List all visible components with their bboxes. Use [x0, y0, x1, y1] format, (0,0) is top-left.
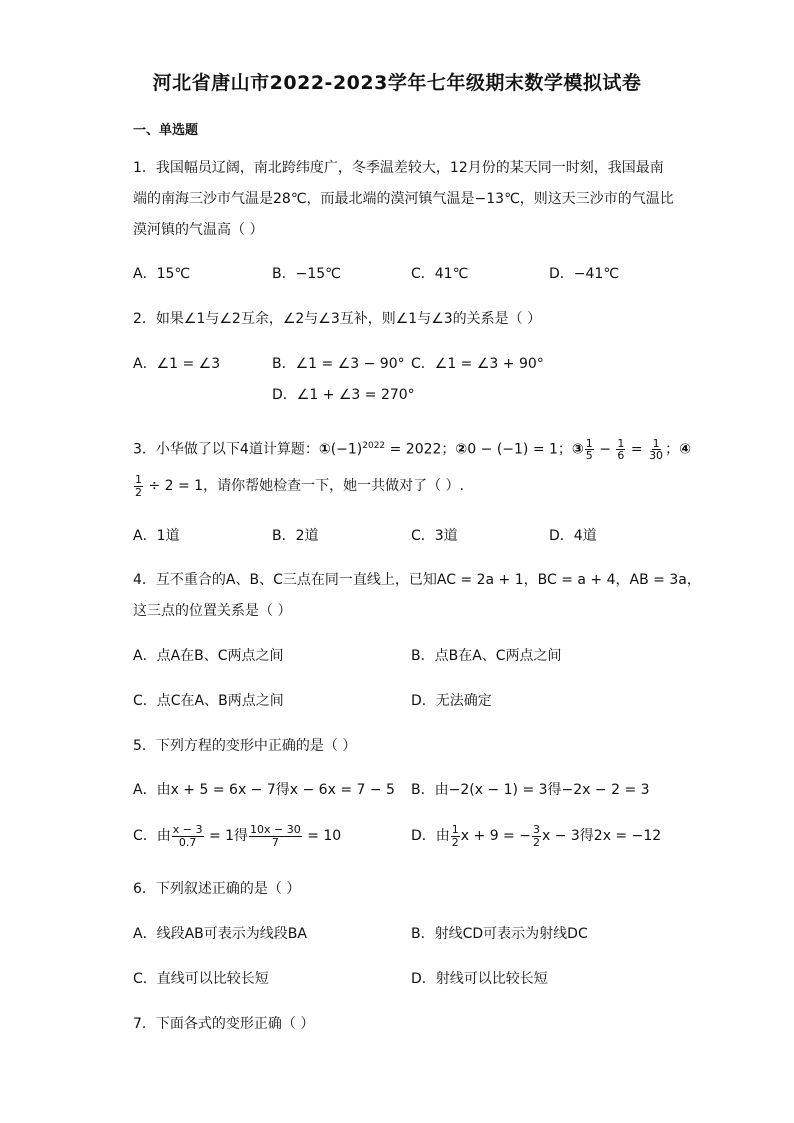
q1-line-2: 端的南海三沙市气温是28℃，而最北端的漠河镇气温是−13℃，则这天三沙市的气温比: [133, 191, 674, 207]
q3-minus: −: [594, 441, 616, 458]
q7-stem: 7．下面各式的变形正确（ ）: [133, 1016, 315, 1032]
q5-option-b: B．由−2(x − 1) = 3得−2x − 2 = 3: [411, 782, 650, 798]
q5-option-c-frac-2-num: 10x − 30: [250, 822, 301, 836]
q3-option-a: A．1道: [133, 528, 180, 544]
q3-line-2: [133, 472, 464, 500]
q3-frac-2: [616, 438, 625, 462]
exam-title: 河北省唐山市2022-2023学年七年级期末数学模拟试卷: [152, 72, 642, 94]
q3-circle-2: ②: [455, 441, 468, 458]
q5-option-d-prefix: D．由: [411, 828, 450, 844]
q5-option-c-frac-2: [249, 824, 302, 848]
q3-frac-1-den: 5: [585, 449, 593, 463]
q3-equals: =: [626, 441, 648, 458]
q3-frac-3: [648, 438, 664, 462]
q3-expr-1: (−1): [330, 441, 363, 458]
q3-option-d: D．4道: [549, 528, 597, 544]
q3-frac-2-den: 6: [617, 449, 625, 463]
q3-frac-1: [585, 438, 594, 462]
q5-option-d-mid: x + 9 = −: [460, 828, 531, 844]
q4-option-a: A．点A在B、C两点之间: [133, 648, 284, 664]
q2-option-d: D．∠1 + ∠3 = 270°: [272, 387, 415, 403]
q5-option-c-frac-1-num: x − 3: [172, 822, 203, 836]
q5-option-d-frac-2: [532, 824, 541, 848]
q3-line-2-rest: ÷ 2 = 1，请你帮她检查一下，她一共做对了（ ）.: [144, 478, 464, 494]
q3-frac-4-den: 2: [135, 485, 142, 499]
q3-frac-4: [134, 474, 143, 498]
q5-option-c-mid: = 1得: [204, 828, 249, 844]
q5-option-c-frac-2-den: 7: [271, 835, 279, 849]
q1-option-b: B．−15℃: [272, 266, 341, 282]
q5-option-d-frac-1: [451, 824, 460, 848]
q5-option-c-frac-1: [172, 824, 204, 848]
q5-option-d-end: x − 3得2x = −12: [541, 828, 662, 844]
q3-prefix: 3．小华做了以下4道计算题：: [133, 441, 319, 458]
q6-option-b: B．射线CD可表示为射线DC: [411, 926, 588, 942]
q3-semicolon: ；: [665, 441, 680, 458]
q5-option-c-prefix: C．由: [133, 828, 171, 844]
q6-option-a: A．线段AB可表示为线段BA: [133, 926, 307, 942]
q3-option-c: C．3道: [411, 528, 458, 544]
q5-option-d: [411, 822, 661, 850]
q6-option-c: C．直线可以比较长短: [133, 971, 269, 987]
q1-option-a: A．15℃: [133, 266, 191, 282]
q4-option-c: C．点C在A、B两点之间: [133, 693, 284, 709]
q1-line-3: 漠河镇的气温高（ ）: [133, 222, 264, 238]
q3-expr-1-exp: 2022: [362, 441, 386, 451]
section-heading: 一、单选题: [133, 123, 199, 138]
q6-option-d: D．射线可以比较长短: [411, 971, 548, 987]
q2-option-b: B．∠1 = ∠3 − 90°: [272, 356, 405, 372]
q3-circle-3: ③: [571, 441, 584, 458]
q4-option-d: D．无法确定: [411, 693, 492, 709]
q3-frac-4-num: 1: [135, 472, 142, 486]
q3-circle-4: ④: [679, 441, 691, 458]
q3-frac-1-num: 1: [585, 436, 593, 450]
q5-stem: 5．下列方程的变形中正确的是（ ）: [133, 738, 357, 754]
q5-option-d-frac-1-den: 2: [451, 835, 459, 849]
q4-stem-2: 这三点的位置关系是（ ）: [133, 603, 292, 619]
q3-line-1: [133, 432, 691, 464]
q2-option-a: A．∠1 = ∠3: [133, 356, 221, 372]
q2-stem: 2．如果∠1与∠2互余，∠2与∠3互补，则∠1与∠3的关系是（ ）: [133, 311, 542, 327]
q3-circle-1: ①: [318, 441, 331, 458]
q1-option-c: C．41℃: [411, 266, 469, 282]
q5-option-d-frac-1-num: 1: [451, 822, 459, 836]
q1-option-d: D．−41℃: [549, 266, 620, 282]
q5-option-c-frac-1-den: 0.7: [178, 835, 197, 849]
q3-frac-3-num: 1: [652, 436, 660, 450]
q5-option-c-end: = 10: [302, 828, 342, 844]
q1-line-1: 1．我国幅员辽阔，南北跨纬度广，冬季温差较大，12月份的某天同一时刻，我国最南: [133, 160, 664, 176]
q3-frac-2-num: 1: [617, 436, 625, 450]
q2-option-c: C．∠1 = ∠3 + 90°: [411, 356, 544, 372]
q5-option-d-frac-2-den: 2: [532, 835, 540, 849]
q5-option-d-frac-2-num: 3: [532, 822, 540, 836]
q3-expr-1-rest: = 2022；: [385, 441, 456, 458]
q3-option-b: B．2道: [272, 528, 319, 544]
q4-stem-1: 4．互不重合的A、B、C三点在同一直线上，已知AC = 2a + 1，BC = a + 4，AB = 3a，: [133, 572, 701, 588]
q5-option-a: A．由x + 5 = 6x − 7得x − 6x = 7 − 5: [133, 782, 395, 798]
q4-option-b: B．点B在A、C两点之间: [411, 648, 562, 664]
q3-frac-3-den: 30: [649, 449, 664, 463]
q5-option-c: [133, 822, 341, 850]
q3-expr-2: 0 − (−1) = 1；: [467, 441, 572, 458]
q6-stem: 6．下列叙述正确的是（ ）: [133, 881, 301, 897]
